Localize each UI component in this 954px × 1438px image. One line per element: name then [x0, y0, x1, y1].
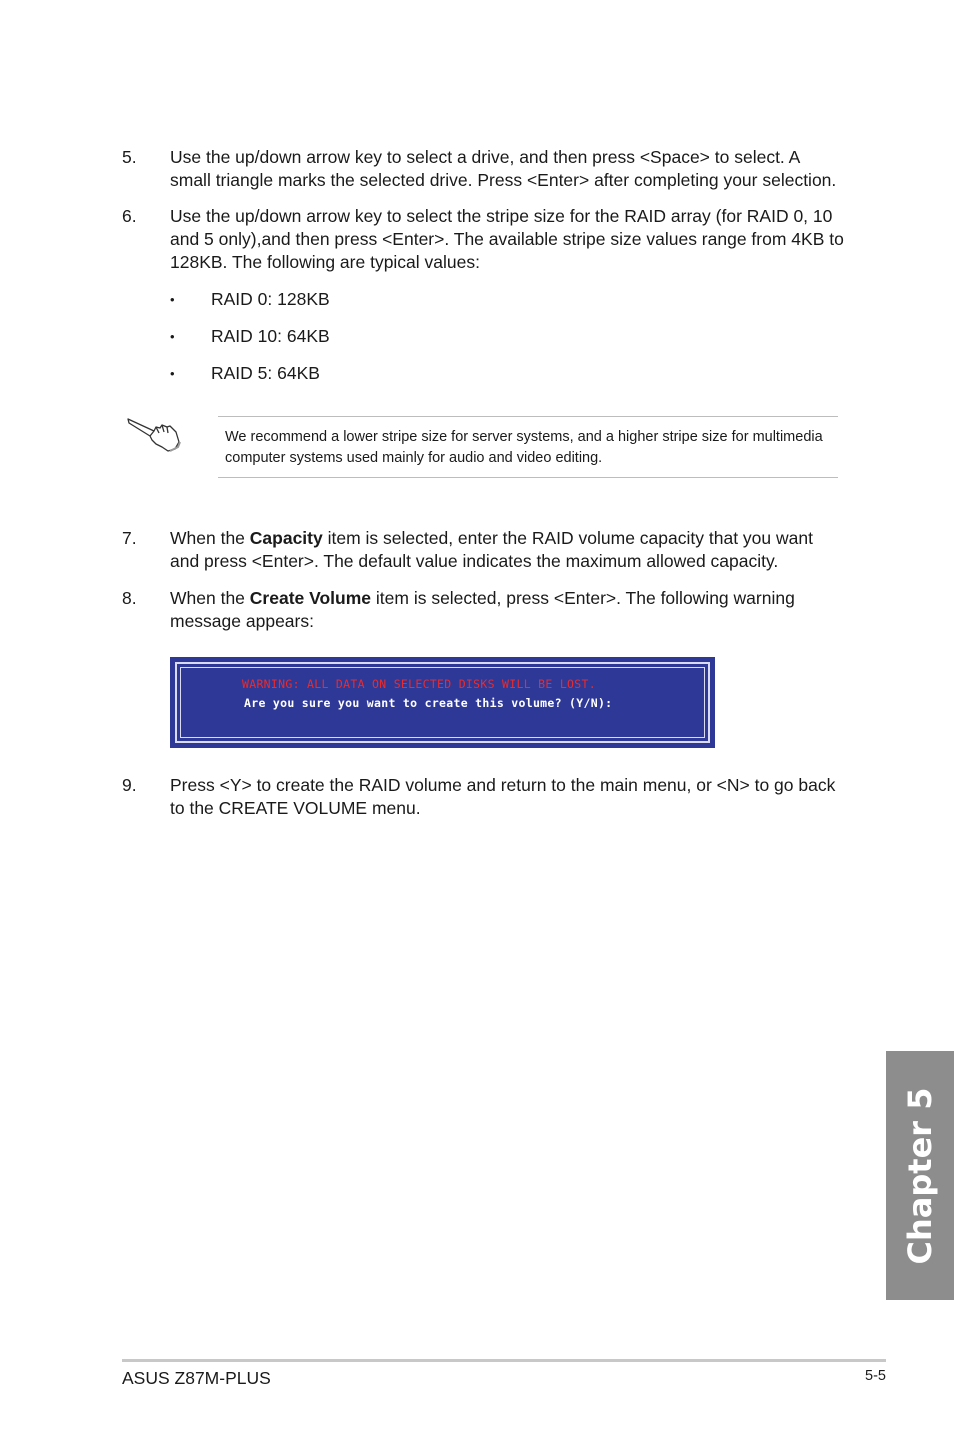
chapter-label: Chapter 5	[901, 1087, 939, 1264]
step-number: 5.	[122, 147, 137, 167]
bios-warning-dialog	[170, 657, 715, 748]
step-text-post: item is selected, enter the RAID volume capacity that you want and press <Enter>. The default value indicates the maximum allowed capacity.	[170, 528, 813, 571]
page-number: 5-5	[865, 1368, 886, 1384]
list-item-text: RAID 10: 64KB	[211, 326, 330, 346]
pointing-hand-icon	[126, 411, 182, 455]
step-text-pre: When the	[170, 528, 250, 548]
step-text: Press <Y> to create the RAID volume and return to the main menu, or <N> to go back to the CREATE VOLUME menu.	[170, 775, 836, 818]
step-text-bold: Capacity	[249, 528, 323, 548]
step-number: 7.	[122, 528, 137, 548]
step-text-post: item is selected, press <Enter>. The following warning message appears:	[170, 588, 795, 631]
step-text: Use the up/down arrow key to select the stripe size for the RAID array (for RAID 0, 10 and 5 only),and then press <Enter>. The available stripe size values range from 4KB to 128KB. The following are typical values:	[170, 206, 844, 272]
footer-divider	[122, 1359, 886, 1362]
warning-text: WARNING: ALL DATA ON SELECTED DISKS WILL BE LOST.	[242, 677, 596, 691]
chapter-tab	[886, 1051, 954, 1300]
step-text: Use the up/down arrow key to select a drive, and then press <Space> to select. A small triangle marks the selected drive. Press <Enter> after completing your selection.	[170, 147, 837, 190]
note-box	[218, 416, 838, 478]
step-text-pre: When the	[170, 588, 250, 608]
confirm-prompt: Are you sure you want to create this volume? (Y/N):	[244, 696, 613, 710]
note-text: We recommend a lower stripe size for server systems, and a higher stripe size for multimedia computer systems used mainly for audio and video editing.	[225, 429, 823, 466]
step-number: 6.	[122, 206, 137, 226]
step-text	[170, 587, 845, 633]
step-number: 9.	[122, 775, 137, 795]
step-text	[170, 527, 845, 573]
list-item-text: RAID 5: 64KB	[211, 363, 320, 383]
bullet-symbol: •	[170, 329, 175, 344]
bullet-symbol: •	[170, 292, 175, 307]
step-text-bold: Create Volume	[249, 588, 372, 608]
list-item-text: RAID 0: 128KB	[211, 289, 330, 309]
bullet-symbol: •	[170, 366, 175, 381]
footer-product: ASUS Z87M-PLUS	[122, 1368, 271, 1388]
step-number: 8.	[122, 588, 137, 608]
